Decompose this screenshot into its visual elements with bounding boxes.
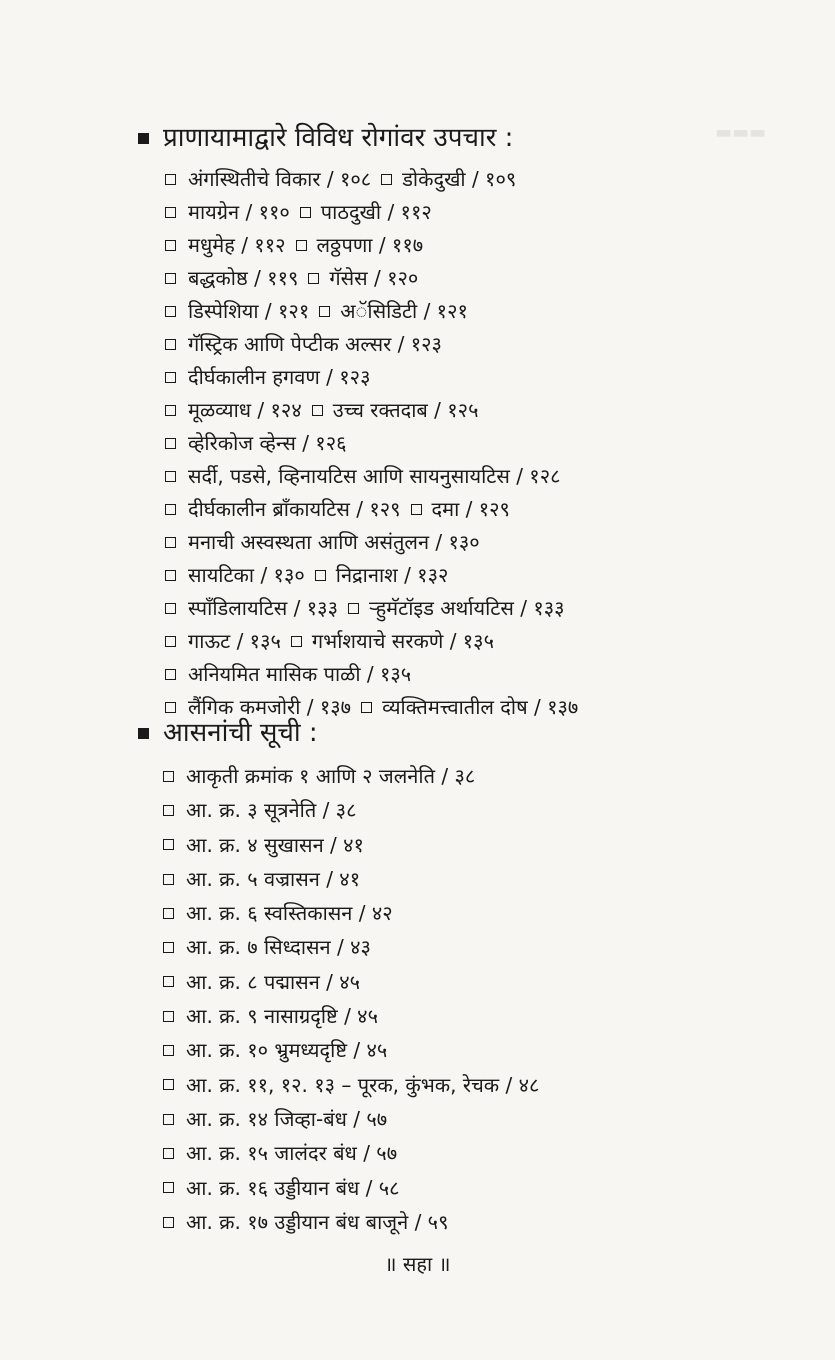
- checkbox-bullet-icon: [165, 570, 176, 581]
- list-item-text: निद्रानाश / १३२: [335, 563, 449, 587]
- checkbox-bullet-icon: [165, 372, 176, 383]
- list-item: [163, 759, 803, 793]
- list-item: [165, 295, 805, 328]
- list-item: [163, 999, 803, 1033]
- list-item: [165, 592, 805, 625]
- list-item-text: डिस्पेशिया / १२१: [188, 299, 310, 323]
- list-item-text: आ. क्र. ६ स्वस्तिकासन / ४२: [186, 901, 393, 926]
- section-heading-remedies: [138, 121, 513, 155]
- list-item-text: पाठदुखी / ११२: [320, 200, 432, 224]
- checkbox-bullet-icon: [381, 174, 392, 185]
- list-item: [165, 526, 805, 559]
- section-heading-text: प्राणायामाद्वारे विविध रोगांवर उपचार :: [163, 123, 514, 153]
- square-bullet-icon: [138, 133, 149, 144]
- list-item-text: आ. क्र. ३ सूत्रनेति / ३८: [186, 798, 357, 823]
- checkbox-bullet-icon: [319, 306, 330, 317]
- checkbox-bullet-icon: [312, 405, 323, 416]
- checkbox-bullet-icon: [165, 174, 176, 185]
- list-item-text: अनियमित मासिक पाळी / १३५: [188, 662, 412, 686]
- list-item-text: आ. क्र. ४ सुखासन / ४१: [186, 832, 364, 857]
- list-item: [165, 361, 805, 394]
- checkbox-bullet-icon: [165, 702, 176, 713]
- list-item-text: र्‍हुमॅटॉइड अर्थायटिस / १३३: [368, 596, 565, 620]
- list-item-text: आ. क्र. ९ नासाग्रदृष्टि / ४५: [186, 1004, 378, 1029]
- checkbox-bullet-icon: [163, 1114, 174, 1125]
- checkbox-bullet-icon: [315, 570, 326, 581]
- list-item: [165, 328, 805, 361]
- list-item: [163, 965, 803, 999]
- list-item: [163, 1205, 803, 1239]
- checkbox-bullet-icon: [165, 273, 176, 284]
- checkbox-bullet-icon: [165, 471, 176, 482]
- list-item-text: आ. क्र. १४ जिव्हा-बंध / ५७: [186, 1106, 388, 1131]
- list-item: [165, 559, 805, 592]
- list-item-text: मधुमेह / ११२: [188, 233, 286, 257]
- list-item-text: डोकेदुखी / १०९: [402, 167, 517, 191]
- list-item: [165, 262, 805, 295]
- section-heading-text: आसनांची सूची :: [163, 718, 318, 748]
- list-item: [165, 493, 805, 526]
- asanas-list: [163, 759, 803, 1239]
- list-item-text: व्यक्तिमत्त्वातील दोष / १३७: [382, 695, 579, 719]
- list-item: [163, 1102, 803, 1136]
- list-item-text: बद्धकोष्ठ / ११९: [188, 266, 299, 290]
- list-item: [163, 862, 803, 896]
- remedies-list: [165, 163, 805, 724]
- checkbox-bullet-icon: [163, 839, 174, 850]
- checkbox-bullet-icon: [163, 1217, 174, 1228]
- list-item-text: गाऊट / १३५: [188, 629, 281, 653]
- list-item: [165, 427, 805, 460]
- bleed-through-text: ▬▬▬: [715, 122, 767, 143]
- checkbox-bullet-icon: [163, 908, 174, 919]
- section-heading-asanas: [138, 716, 318, 750]
- list-item-text: आकृती क्रमांक १ आणि २ जलनेति / ३८: [186, 764, 476, 788]
- checkbox-bullet-icon: [165, 537, 176, 548]
- checkbox-bullet-icon: [411, 504, 422, 515]
- list-item: [165, 460, 805, 493]
- checkbox-bullet-icon: [163, 942, 174, 953]
- list-item-text: आ. क्र. ११, १२. १३ – पूरक, कुंभक, रेचक / ४८: [186, 1072, 540, 1097]
- list-item: [163, 793, 803, 827]
- list-item-text: आ. क्र. १७ उड्डीयान बंध बाजूने / ५९: [186, 1209, 449, 1234]
- checkbox-bullet-icon: [348, 603, 359, 614]
- checkbox-bullet-icon: [165, 207, 176, 218]
- list-item-text: आ. क्र. १५ जालंदर बंध / ५७: [186, 1141, 398, 1166]
- checkbox-bullet-icon: [165, 669, 176, 680]
- list-item-text: दीर्घकालीन हगवण / १२३: [188, 365, 371, 389]
- checkbox-bullet-icon: [165, 504, 176, 515]
- list-item: [165, 229, 805, 262]
- checkbox-bullet-icon: [163, 1182, 174, 1193]
- list-item: [165, 658, 805, 691]
- list-item-text: अॅसिडिटी / १२१: [340, 299, 468, 323]
- checkbox-bullet-icon: [163, 1148, 174, 1159]
- checkbox-bullet-icon: [165, 405, 176, 416]
- list-item-text: लठ्ठपणा / ११७: [316, 233, 424, 257]
- list-item: [163, 896, 803, 930]
- checkbox-bullet-icon: [308, 273, 319, 284]
- page-number-footer: ॥ सहा ॥: [384, 1252, 451, 1276]
- list-item-text: आ. क्र. ८ पद्मासन / ४५: [186, 969, 361, 994]
- list-item: [163, 1171, 803, 1205]
- list-item-text: आ. क्र. ५ वज्रासन / ४१: [186, 866, 361, 891]
- list-item-text: दीर्घकालीन ब्रॉंकायटिस / १२९: [188, 497, 401, 521]
- list-item-text: मनाची अस्वस्थता आणि असंतुलन / १३०: [188, 530, 480, 554]
- list-item-text: सायटिका / १३०: [188, 563, 305, 587]
- list-item: [163, 1136, 803, 1170]
- checkbox-bullet-icon: [165, 603, 176, 614]
- list-item: [163, 930, 803, 964]
- list-item-text: मूळव्याध / १२४: [188, 398, 302, 422]
- list-item: [163, 1033, 803, 1067]
- list-item-text: व्हेरिकोज व्हेन्स / १२६: [188, 431, 347, 455]
- checkbox-bullet-icon: [165, 240, 176, 251]
- list-item-text: गॅस्ट्रिक आणि पेप्टीक अल्सर / १२३: [188, 332, 442, 356]
- list-item-text: मायग्रेन / ११०: [188, 200, 290, 224]
- checkbox-bullet-icon: [163, 805, 174, 816]
- checkbox-bullet-icon: [163, 874, 174, 885]
- list-item-text: आ. क्र. ७ सिध्दासन / ४३: [186, 935, 371, 960]
- checkbox-bullet-icon: [163, 771, 174, 782]
- list-item-text: स्पाँडिलायटिस / १३३: [188, 596, 338, 620]
- checkbox-bullet-icon: [296, 240, 307, 251]
- list-item-text: सर्दी, पडसे, व्हिनायटिस आणि सायनुसायटिस / १२८: [188, 464, 561, 488]
- checkbox-bullet-icon: [165, 636, 176, 647]
- list-item: [165, 625, 805, 658]
- list-item: [165, 163, 805, 196]
- checkbox-bullet-icon: [163, 1011, 174, 1022]
- checkbox-bullet-icon: [361, 702, 372, 713]
- checkbox-bullet-icon: [165, 438, 176, 449]
- list-item: [165, 394, 805, 427]
- list-item-text: दमा / १२९: [431, 497, 510, 521]
- list-item-text: आ. क्र. १० भ्रुमध्यदृष्टि / ४५: [186, 1038, 388, 1063]
- list-item: [165, 196, 805, 229]
- checkbox-bullet-icon: [165, 306, 176, 317]
- checkbox-bullet-icon: [300, 207, 311, 218]
- list-item-text: अंगस्थितीचे विकार / १०८: [188, 167, 372, 191]
- checkbox-bullet-icon: [163, 1079, 174, 1090]
- list-item: [163, 1068, 803, 1102]
- square-bullet-icon: [138, 728, 149, 739]
- checkbox-bullet-icon: [165, 339, 176, 350]
- list-item-text: गॅसेस / १२०: [329, 266, 419, 290]
- list-item-text: आ. क्र. १६ उड्डीयान बंध / ५८: [186, 1175, 400, 1200]
- list-item-text: गर्भाशयाचे सरकणे / १३५: [311, 629, 494, 653]
- list-item-text: लैंगिक कमजोरी / १३७: [188, 695, 352, 719]
- list-item: [163, 828, 803, 862]
- checkbox-bullet-icon: [291, 636, 302, 647]
- checkbox-bullet-icon: [163, 1045, 174, 1056]
- checkbox-bullet-icon: [163, 976, 174, 987]
- list-item-text: उच्च रक्तदाब / १२५: [332, 398, 479, 422]
